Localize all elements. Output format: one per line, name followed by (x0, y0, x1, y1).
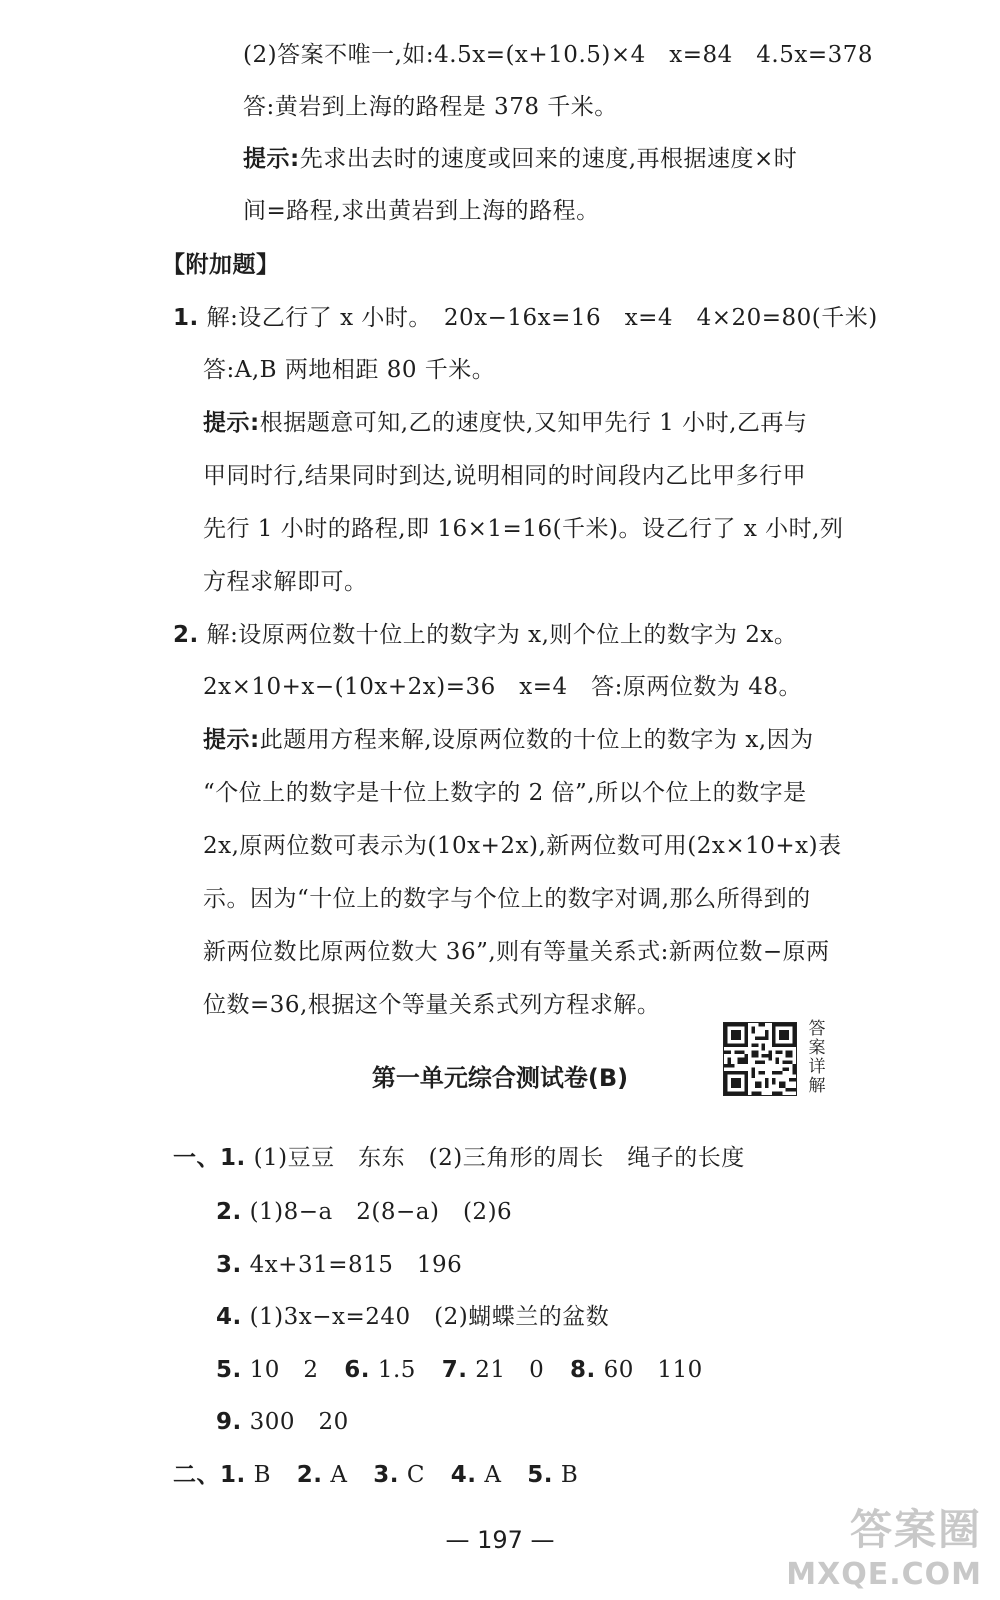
answer-text: 21 0 (475, 1357, 545, 1383)
answer-text: C (406, 1462, 425, 1488)
question-number: 4. (216, 1304, 242, 1330)
hint-line: 位数=36,根据这个等量关系式列方程求解。 (203, 992, 661, 1018)
hint-line: 先行 1 小时的路程,即 16×1=16(千米)。设乙行了 x 小时,列 (203, 516, 844, 542)
answer-text: (1)3x−x=240 (2)蝴蝶兰的盆数 (249, 1304, 610, 1330)
question-number: 5. (216, 1357, 242, 1383)
part-prefix: 一、 (173, 1145, 220, 1171)
answer-line: 答:黄岩到上海的路程是 378 千米。 (243, 94, 618, 120)
question-number: 7. (441, 1357, 468, 1383)
problem-text: 解:设原两位数十位上的数字为 x,则个位上的数字为 2x。 (206, 622, 798, 648)
problem-line (173, 620, 797, 650)
question-number: 2. (216, 1199, 242, 1225)
answer-row (173, 1460, 578, 1490)
question-number: 4. (450, 1462, 477, 1488)
answer-line: (2)答案不唯一,如:4.5x=(x+10.5)×4 x=84 4.5x=378 (243, 42, 873, 68)
question-number: 9. (216, 1409, 242, 1435)
hint-line: 示。因为“十位上的数字与个位上的数字对调,那么所得到的 (203, 886, 811, 912)
answer-text: B (560, 1462, 579, 1488)
page-number: — 197 — (445, 1526, 555, 1554)
question-number: 2. (296, 1462, 323, 1488)
answer-text: 10 2 (249, 1357, 319, 1383)
answer-text: B (253, 1462, 271, 1488)
question-number: 5. (527, 1462, 554, 1488)
qr-caption: 答案详解 (808, 1019, 826, 1096)
question-number: 1. (220, 1462, 246, 1488)
problem-number: 1. (173, 305, 199, 331)
hint-text: 根据题意可知,乙的速度快,又知甲先行 1 小时,乙再与 (259, 410, 808, 436)
hint-line (243, 144, 797, 174)
question-number: 8. (570, 1357, 596, 1383)
hint-line: “个位上的数字是十位上数字的 2 倍”,所以个位上的数字是 (203, 780, 807, 806)
problem-line (173, 303, 878, 333)
answer-row (173, 1143, 745, 1173)
hint-line: 2x,原两位数可表示为(10x+2x),新两位数可用(2x×10+x)表 (203, 833, 842, 859)
answer-row (216, 1407, 349, 1437)
hint-line (203, 408, 807, 438)
answer-text: 60 110 (603, 1357, 703, 1383)
question-number: 3. (216, 1252, 242, 1278)
answer-row (216, 1355, 703, 1385)
answer-text: (1)8−a 2(8−a) (2)6 (249, 1199, 513, 1225)
watermark (786, 1497, 982, 1592)
hint-line (203, 725, 814, 755)
hint-line: 甲同时行,结果同时到达,说明相同的时间段内乙比甲多行甲 (203, 463, 807, 489)
hint-label: 提示: (243, 146, 300, 172)
question-number: 3. (373, 1462, 400, 1488)
part-prefix: 二、 (173, 1462, 220, 1488)
hint-text: 此题用方程来解,设原两位数的十位上的数字为 x,因为 (259, 727, 814, 753)
hint-label: 提示: (203, 410, 260, 436)
answer-text: 4x+31=815 196 (249, 1252, 463, 1278)
answer-text: (1)豆豆 东东 (2)三角形的周长 绳子的长度 (253, 1145, 745, 1171)
answer-row (216, 1302, 609, 1332)
answer-row (216, 1197, 512, 1227)
answer-text: A (330, 1462, 348, 1488)
answer-text: 300 20 (249, 1409, 349, 1435)
question-number: 1. (220, 1145, 246, 1171)
answer-text: 1.5 (377, 1357, 416, 1383)
section-heading: 【附加题】 (162, 252, 280, 278)
hint-line: 间=路程,求出黄岩到上海的路程。 (243, 198, 600, 224)
watermark-url: MXQE.COM (786, 1557, 982, 1592)
question-number: 6. (344, 1357, 371, 1383)
answer-line: 答:A,B 两地相距 80 千米。 (203, 357, 496, 383)
test-title: 第一单元综合测试卷(B) (371, 1064, 629, 1092)
answer-line: 2x×10+x−(10x+2x)=36 x=4 答:原两位数为 48。 (203, 674, 802, 700)
hint-line: 新两位数比原两位数大 36”,则有等量关系式:新两位数−原两 (203, 939, 830, 965)
hint-line: 方程求解即可。 (203, 569, 368, 595)
hint-text: 先求出去时的速度或回来的速度,再根据速度×时 (299, 146, 798, 172)
problem-number: 2. (173, 622, 199, 648)
answer-text: A (484, 1462, 502, 1488)
watermark-text: 答案圈 (849, 1505, 982, 1554)
hint-label: 提示: (203, 727, 260, 753)
answer-row (216, 1250, 462, 1280)
problem-text: 解:设乙行了 x 小时。 20x−16x=16 x=4 4×20=80(千米) (206, 305, 878, 331)
